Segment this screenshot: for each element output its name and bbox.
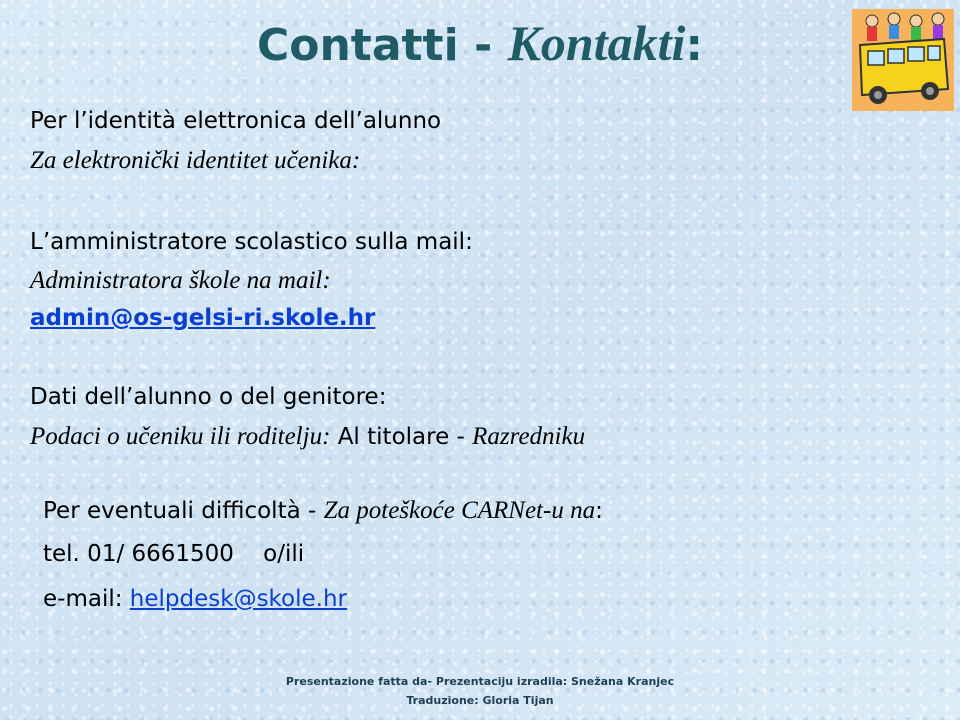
school-bus-with-children-icon [852,9,954,111]
title-suffix: : [685,20,704,71]
difficulties-hr: Za poteškoće CARNet-u na [323,497,596,524]
difficulties-line [43,498,603,523]
class-teacher-it: Al titolare - [330,424,473,450]
helpdesk-phone: tel. 01/ 6661500 o/ili [43,541,305,567]
admin-heading-it: L’amministratore scolastico sulla mail: [30,229,473,255]
title-italic: Kontakti [507,15,686,71]
title-main: Contatti - [256,20,508,71]
admin-email-link[interactable]: admin@os-gelsi-ri.skole.hr [30,305,376,331]
identity-heading-it: Per l’identità elettronica dell’alunno [30,108,442,134]
student-data-heading-hr: Podaci o učeniku ili roditelju: [30,423,331,450]
footer-translation: Traduzione: Gloria Tijan [406,694,554,707]
helpdesk-email-link[interactable]: helpdesk@skole.hr [129,586,348,612]
identity-heading-hr: Za elektronički identitet učenika: [30,147,361,174]
helpdesk-email-label: e-mail: [43,586,130,612]
difficulties-it: Per eventuali difficoltà - [43,498,324,524]
admin-heading-hr: Administratora škole na mail: [30,267,331,294]
page-title [0,14,960,72]
footer-author: Presentazione fatta da- Prezentaciju izradila: Snežana Kranjec [285,675,675,688]
difficulties-suffix: : [595,498,603,524]
class-teacher-hr: Razredniku [472,423,586,450]
student-data-heading-it: Dati dell’alunno o del genitore: [30,384,387,410]
student-data-line [30,424,585,449]
helpdesk-email-line [43,588,347,611]
